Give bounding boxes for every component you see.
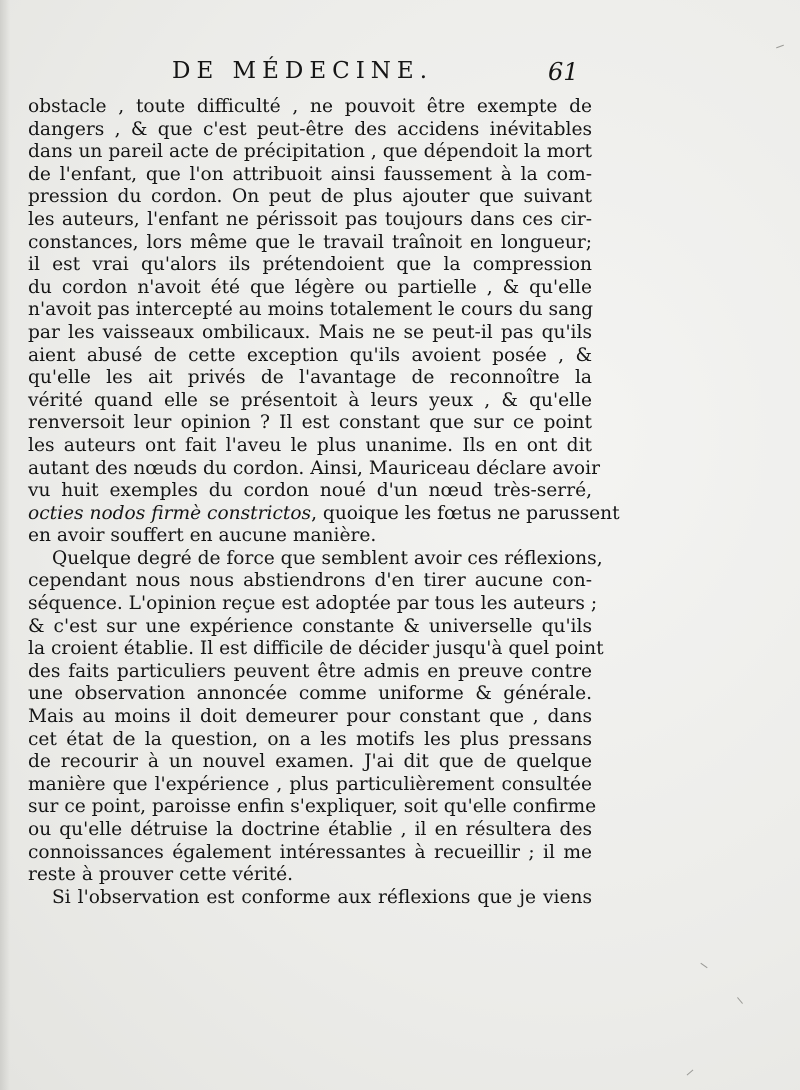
text-line [28, 638, 604, 661]
text-line-content: constances, lors même que le travail traînoit en longueur; [28, 231, 592, 253]
text-line [28, 819, 592, 842]
text-line [28, 96, 592, 119]
text-line-content: , quoique les fœtus ne parussent [311, 502, 620, 524]
text-line-content: Quelque degré de force que semblent avoir ces réflexions, [52, 547, 603, 569]
page-speck [687, 1070, 694, 1076]
latin-quotation: octies nodos firmè constrictos [28, 502, 312, 524]
text-line-content: dans un pareil acte de précipitation , que dépendoit la mort [28, 141, 592, 163]
text-line [28, 616, 592, 639]
text-line-content: connoissances également intéressantes à recueillir ; il me [28, 841, 592, 863]
text-line [28, 141, 592, 164]
text-line-content: aient abusé de cette exception qu'ils avoient posée , & [28, 344, 592, 366]
text-line [28, 864, 592, 887]
text-line-content: renversoit leur opinion ? Il est constant que sur ce point [28, 412, 592, 434]
page-gutter-shadow [0, 0, 10, 1090]
text-line-content: en avoir souffert en aucune manière. [28, 525, 377, 547]
text-line [28, 683, 592, 706]
page-number: 61 [548, 58, 579, 86]
text-line [28, 525, 592, 548]
text-line-content: Si l'observation est conforme aux réflexions que je viens [52, 886, 592, 908]
text-line-content: par les vaisseaux ombilicaux. Mais ne se peut-il pas qu'ils [28, 321, 592, 343]
text-line [28, 796, 597, 819]
text-line [28, 480, 592, 503]
text-line-content: dangers , & que c'est peut-être des accidens inévitables [28, 118, 592, 140]
text-line-content: de recourir à un nouvel examen. J'ai dit que de quelque [28, 751, 592, 773]
text-line [28, 390, 592, 413]
text-line-content: n'avoit pas intercepté au moins totalement le cours du sang [28, 299, 594, 321]
text-line-content: une observation annoncée comme uniforme & générale. [28, 683, 592, 705]
text-line-content: sur ce point, paroisse enfin s'expliquer, soit qu'elle confirme [28, 796, 597, 818]
text-line-content: les auteurs ont fait l'aveu le plus unanime. Ils en ont dit [28, 434, 592, 456]
text-line [28, 119, 592, 142]
text-line [28, 277, 592, 300]
text-line [28, 661, 592, 684]
text-line [28, 164, 592, 187]
body-text [28, 96, 620, 909]
text-line [28, 232, 592, 255]
text-line-content: manière que l'expérience , plus particulièrement consultée [28, 773, 592, 795]
text-line [28, 457, 600, 481]
text-line [28, 299, 592, 322]
text-line [28, 322, 592, 345]
text-line-content: cependant nous nous abstiendrons d'en tirer aucune con- [28, 570, 592, 592]
text-line-content: vu huit exemples du cordon noué d'un nœud très-serré, [28, 480, 592, 502]
text-line-content: obstacle , toute difficulté , ne pouvoit être exempte de [28, 96, 592, 117]
text-line [28, 502, 620, 526]
text-line-content: autant des nœuds du cordon. Ainsi, Mauriceau déclare avoir [28, 457, 600, 479]
text-line [28, 887, 592, 910]
text-line [28, 412, 592, 435]
text-line-content: séquence. L'opinion reçue est adoptée par tous les auteurs ; [28, 593, 598, 615]
text-line-content: les auteurs, l'enfant ne périssoit pas toujours dans ces cir- [28, 208, 592, 230]
text-line-content: ou qu'elle détruise la doctrine établie , il en résultera des [28, 819, 592, 840]
text-line [28, 435, 592, 458]
text-line-content: reste à prouver cette vérité. [28, 864, 294, 886]
text-line-content: pression du cordon. On peut de plus ajouter que suivant [28, 186, 592, 208]
text-line [28, 570, 592, 593]
text-line-content: vérité quand elle se présentoit à leurs yeux , & qu'elle [28, 389, 592, 411]
text-line-content: il est vrai qu'alors ils prétendoient que la compression [28, 254, 592, 276]
text-line [28, 593, 598, 616]
text-line [28, 367, 592, 390]
text-line [28, 186, 592, 209]
text-line-content: cet état de la question, on a les motifs les plus pressans [28, 728, 592, 750]
text-line [28, 345, 592, 368]
text-line-content: qu'elle les ait privés de l'avantage de reconnoître la [28, 367, 592, 389]
text-line [28, 547, 603, 571]
page-speck [776, 45, 784, 49]
text-line-content: des faits particuliers peuvent être admis en preuve contre [28, 660, 592, 682]
text-line [28, 751, 592, 774]
text-line-content: du cordon n'avoit été que légère ou partielle , & qu'elle [28, 276, 592, 298]
running-title: DE MÉDECINE. [172, 58, 434, 84]
text-line [28, 774, 592, 797]
text-line-content: de l'enfant, que l'on attribuoit ainsi faussement à la com- [28, 163, 592, 185]
text-line-content: & c'est sur une expérience constante & universelle qu'ils [28, 615, 592, 637]
text-line [28, 706, 592, 729]
text-line-content: Mais au moins il doit demeurer pour constant que , dans [28, 706, 592, 728]
page-speck [737, 997, 743, 1004]
text-line [28, 254, 592, 277]
text-line [28, 842, 592, 865]
text-line-content: la croient établie. Il est difficile de décider jusqu'à quel point [28, 638, 604, 660]
text-line [28, 729, 592, 752]
text-line [28, 209, 592, 232]
page-speck [700, 963, 707, 968]
